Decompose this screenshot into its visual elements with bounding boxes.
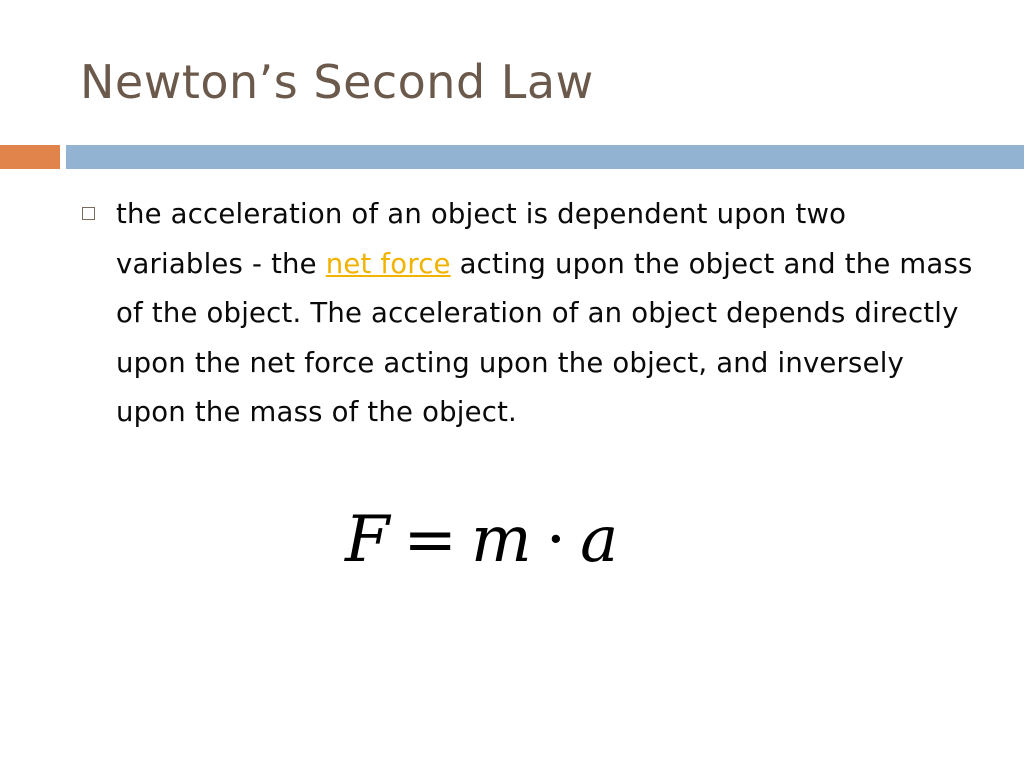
bullet-square-icon [82, 207, 95, 220]
formula-equals-sign: = [403, 503, 458, 577]
bullet-item [82, 190, 982, 438]
formula-force-symbol: F [345, 503, 390, 577]
net-force-link[interactable]: net force [325, 247, 451, 280]
bullet-text [116, 190, 976, 438]
title-accent-bar [0, 145, 60, 169]
slide-title: Newton’s Second Law [80, 55, 594, 109]
formula-dot-operator: · [545, 503, 567, 577]
title-divider-bar [66, 145, 1024, 169]
formula-mass-symbol: m [471, 503, 532, 577]
newton-formula [345, 500, 618, 580]
formula-acceleration-symbol: a [580, 503, 619, 577]
bullet-text-after: acting upon the object and the mass of the object. The acceleration of an object depends directly upon the net force acting upon the object, and inversely upon the mass of the object. [116, 247, 973, 428]
bullet-text-before: the acceleration of an object is dependent upon two variables - the [116, 198, 847, 280]
